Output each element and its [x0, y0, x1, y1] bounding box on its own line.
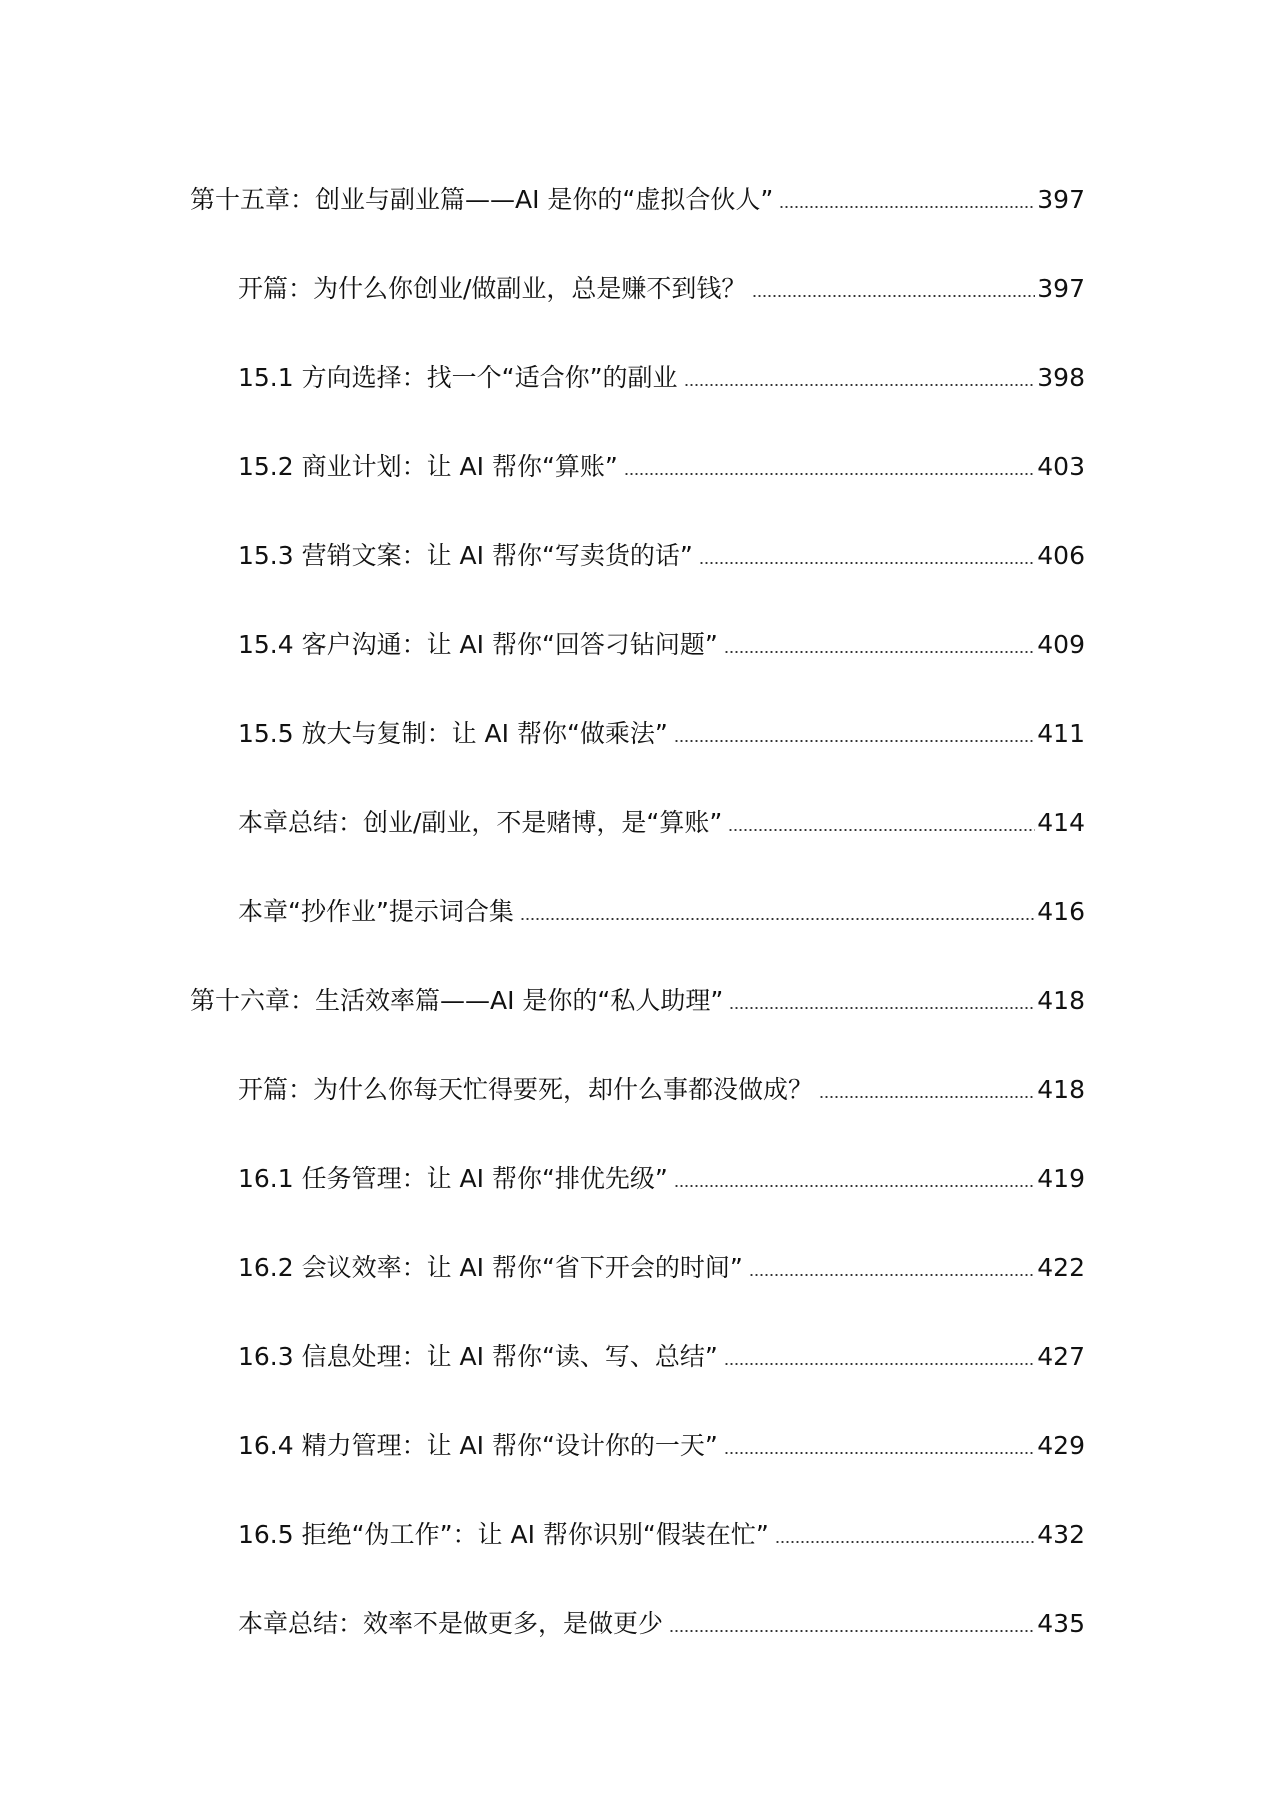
toc-dot-leader: [728, 829, 1035, 831]
toc-page-number: 418: [1037, 986, 1085, 1015]
toc-page-number: 427: [1037, 1342, 1085, 1371]
toc-page-number: 419: [1037, 1164, 1085, 1193]
toc-entry-title: 本章总结：效率不是做更多，是做更少: [238, 1609, 664, 1638]
toc-entry-title: 本章总结：创业/副业，不是赌博，是“算账”: [238, 808, 723, 837]
toc-dot-leader: [684, 384, 1036, 386]
toc-entry-title: 16.4 精力管理：让 AI 帮你“设计你的一天”: [238, 1431, 718, 1460]
toc-entry[interactable]: [238, 1607, 1085, 1641]
toc-entry[interactable]: [238, 361, 1085, 395]
toc-dot-leader: [819, 1096, 1035, 1098]
toc-page-number: 409: [1037, 630, 1085, 659]
toc-entry[interactable]: [238, 539, 1085, 573]
toc-entry-title: 15.1 方向选择：找一个“适合你”的副业: [238, 363, 678, 392]
toc-entry-title: 15.5 放大与复制：让 AI 帮你“做乘法”: [238, 719, 668, 748]
toc-entry[interactable]: [238, 628, 1085, 662]
toc-entry-title: 开篇：为什么你创业/做副业，总是赚不到钱？: [238, 274, 747, 303]
toc-dot-leader: [779, 206, 1035, 208]
toc-page-number: 397: [1037, 185, 1085, 214]
toc-page-number: 416: [1037, 897, 1085, 926]
toc-page-number: 403: [1037, 452, 1085, 481]
toc-page-number: 432: [1037, 1520, 1085, 1549]
toc-entry[interactable]: [238, 1073, 1085, 1107]
toc-page-number: 411: [1037, 719, 1085, 748]
toc-entry[interactable]: [190, 984, 1085, 1018]
toc-dot-leader: [775, 1541, 1035, 1543]
toc-entry[interactable]: [238, 895, 1085, 929]
toc-entry-title: 开篇：为什么你每天忙得要死，却什么事都没做成？: [238, 1075, 814, 1104]
toc-page-number: 422: [1037, 1253, 1085, 1282]
toc-entry-title: 16.1 任务管理：让 AI 帮你“排优先级”: [238, 1164, 668, 1193]
toc-dot-leader: [699, 562, 1035, 564]
toc-dot-leader: [674, 740, 1035, 742]
toc-dot-leader: [729, 1007, 1035, 1009]
toc-entry[interactable]: [238, 717, 1085, 751]
toc-dot-leader: [724, 1363, 1035, 1365]
toc-entry[interactable]: [190, 183, 1085, 217]
toc-entry-title: 15.4 客户沟通：让 AI 帮你“回答刁钻问题”: [238, 630, 718, 659]
toc-entry-title: 第十五章：创业与副业篇——AI 是你的“虚拟合伙人”: [190, 185, 774, 214]
toc-dot-leader: [724, 651, 1035, 653]
toc-page-number: 418: [1037, 1075, 1085, 1104]
toc-entry-title: 16.3 信息处理：让 AI 帮你“读、写、总结”: [238, 1342, 718, 1371]
toc-page-number: 397: [1037, 274, 1085, 303]
toc-page-number: 398: [1037, 363, 1085, 392]
toc-dot-leader: [724, 1452, 1035, 1454]
toc-dot-leader: [624, 473, 1035, 475]
toc-page-number: 429: [1037, 1431, 1085, 1460]
toc-page-number: 406: [1037, 541, 1085, 570]
toc-dot-leader: [520, 918, 1035, 920]
toc-entry[interactable]: [238, 1518, 1085, 1552]
toc-entry[interactable]: [238, 272, 1085, 306]
toc-page-number: 435: [1037, 1609, 1085, 1638]
toc-dot-leader: [674, 1185, 1035, 1187]
toc-page-number: 414: [1037, 808, 1085, 837]
toc-entry[interactable]: [238, 450, 1085, 484]
toc-entry-title: 第十六章：生活效率篇——AI 是你的“私人助理”: [190, 986, 724, 1015]
toc-entry-title: 本章“抄作业”提示词合集: [238, 897, 514, 926]
toc-dot-leader: [749, 1274, 1035, 1276]
toc-entry-title: 15.2 商业计划：让 AI 帮你“算账”: [238, 452, 618, 481]
toc-entry[interactable]: [238, 806, 1085, 840]
toc-dot-leader: [669, 1630, 1035, 1632]
toc-entry-title: 16.2 会议效率：让 AI 帮你“省下开会的时间”: [238, 1253, 743, 1282]
toc-entry-title: 16.5 拒绝“伪工作”：让 AI 帮你识别“假装在忙”: [238, 1520, 769, 1549]
toc-entry[interactable]: [238, 1251, 1085, 1285]
toc-entry[interactable]: [238, 1429, 1085, 1463]
toc-dot-leader: [752, 295, 1035, 297]
toc-entry[interactable]: [238, 1340, 1085, 1374]
toc-entry[interactable]: [238, 1162, 1085, 1196]
toc-entry-title: 15.3 营销文案：让 AI 帮你“写卖货的话”: [238, 541, 693, 570]
